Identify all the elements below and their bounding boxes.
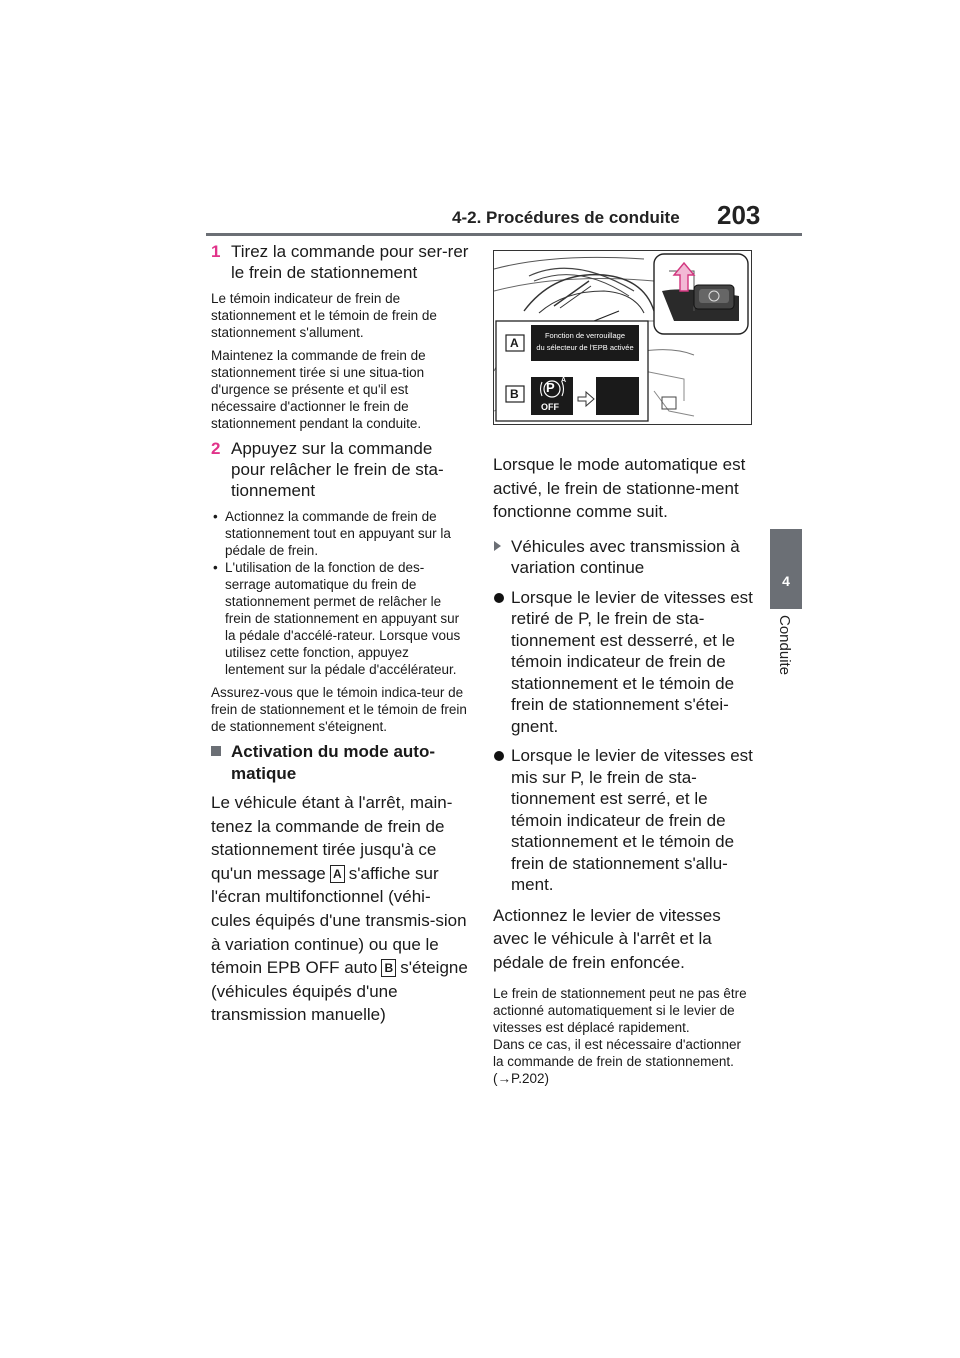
step-1-warning: Maintenez la commande de frein de stationnement tirée si une situa-tion d'urgence se présente et qu'il est nécessaire d'actionner le frein de stationnement pendant la conduite.: [211, 348, 426, 431]
callout-label-b: B: [510, 387, 519, 401]
auto-mode-heading-text: Activation du mode auto-matique: [231, 742, 435, 783]
indicator-off-text: OFF: [541, 402, 559, 412]
step-2-notes: [211, 508, 469, 678]
step-1: [211, 241, 469, 283]
chapter-tab[interactable]: [770, 529, 802, 609]
step-1-note: Le témoin indicateur de frein de stationnement et le témoin de frein de stationnement s'allument.: [211, 291, 437, 340]
caution-note-line-2: Dans ce cas, il est nécessaire d'actionner la commande de frein de stationnement. (→P.202): [493, 1036, 741, 1086]
chapter-label-text: Conduite: [776, 615, 793, 676]
display-message-line-1: Fonction de verrouillage: [544, 331, 626, 340]
right-column: [493, 453, 755, 1087]
shift-instruction: Actionnez le levier de vitesses avec le véhicule à l'arrêt et la pédale de frein enfoncée.: [493, 905, 721, 972]
list-item: Lorsque le levier de vitesses est mis sur P, le frein de sta-tionnement est serré, et le témoin indicateur de frein de stationnement et le témoin de frein de stationnement s'allu-ment.: [493, 745, 755, 896]
step-1-text: Tirez la commande pour ser-rer le frein de stationnement: [231, 242, 469, 282]
label-b-badge: B: [381, 959, 396, 977]
triangle-bullet-icon: [494, 541, 501, 551]
callout-label-a: A: [510, 336, 519, 350]
indicator-p-letter: P: [546, 380, 555, 395]
auto-mode-text-2: s'affiche sur l'écran multifonctionnel (véhi-cules équipés d'une transmis-sion à variation continue) ou que le témoin EPB OFF auto: [211, 863, 467, 978]
caution-note: [493, 985, 755, 1087]
chapter-label: [770, 615, 802, 695]
label-a-badge: A: [330, 865, 345, 883]
cvt-heading-text: Véhicules avec transmission à variation continue: [511, 536, 740, 578]
auto-mode-text-1: Le véhicule étant à l'arrêt, main-tenez la commande de frein de stationnement tirée jusqu'à ce qu'un message: [211, 793, 453, 883]
step-2-text: Appuyez sur la commande pour relâcher le frein de sta-tionnement: [231, 439, 444, 500]
list-item: • Actionnez la commande de frein de stationnement tout en appuyant sur la pédale de frein.: [211, 508, 469, 559]
auto-mode-text-3: s'éteigne (véhicules équipés d'une transmission manuelle): [211, 958, 468, 1025]
header-divider: [206, 233, 802, 236]
step-2-check: Assurez-vous que le témoin indica-teur de frein de stationnement et le témoin de frein de stationnement s'éteignent.: [211, 685, 467, 734]
caution-note-line-1: Le frein de stationnement peut ne pas être actionné automatiquement si le levier de vitesses est déplacé rapidement.: [493, 985, 747, 1035]
epb-illustration: [493, 250, 752, 425]
left-column: [211, 241, 469, 1027]
auto-mode-paragraph: [211, 791, 469, 1027]
square-bullet-icon: [211, 746, 221, 756]
chapter-number: 4: [782, 573, 790, 589]
list-item: Lorsque le levier de vitesses est retiré de P, le frein de sta-tionnement est desserré, et le témoin indicateur de frein de stationnement et le témoin de frein de stationnement s'étei-gnent.: [493, 587, 755, 738]
indicator-auto-letter: A: [561, 377, 567, 384]
cvt-heading: [493, 536, 755, 579]
section-title: 4-2. Procédures de conduite: [452, 208, 680, 227]
auto-mode-intro: Lorsque le mode automatique est activé, le frein de stationne-ment fonctionne comme suit.: [493, 455, 746, 522]
step-2: [211, 438, 469, 501]
list-item: • L'utilisation de la fonction de des-serrage automatique du frein de stationnement permet de relâcher le frein de stationnement en appuyant sur la pédale d'accélé-rateur. Lorsque vous utilisez cette fonction, appuyez lentement sur la pédale d'accélérateur.: [211, 559, 469, 678]
auto-mode-heading: [211, 741, 469, 785]
page-number: 203: [717, 200, 761, 230]
display-message-line-2: du sélecteur de l'EPB activée: [536, 343, 634, 352]
step-1-number: 1: [211, 242, 221, 261]
step-2-number: 2: [211, 439, 221, 458]
